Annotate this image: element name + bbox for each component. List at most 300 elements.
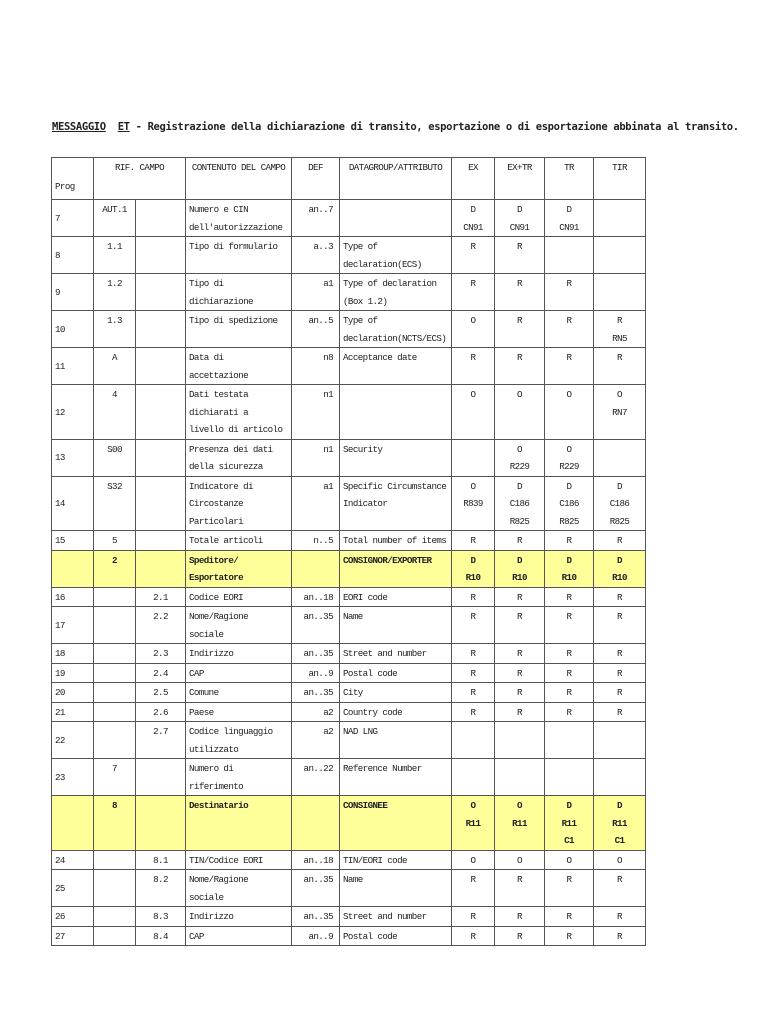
cell-contenuto bbox=[186, 385, 292, 440]
cell-contenuto bbox=[186, 311, 292, 348]
cell-ex-line: O bbox=[470, 315, 476, 326]
cell-rif-main-line bbox=[97, 684, 132, 702]
cell-datagroup-line: Security bbox=[343, 443, 383, 455]
cell-datagroup-line: Postal code bbox=[343, 667, 398, 679]
cell-ex-tr-line: R825 bbox=[509, 515, 530, 527]
cell-ex-line: R bbox=[470, 911, 476, 922]
cell-datagroup-line: Postal code bbox=[343, 930, 398, 942]
cell-contenuto-line: dichiarati a bbox=[189, 406, 248, 418]
cell-ex-tr bbox=[495, 439, 545, 476]
cell-tir-line: R bbox=[617, 911, 622, 922]
cell-tr-line: C186 bbox=[559, 498, 579, 509]
cell-ex-tr-line: R bbox=[517, 687, 522, 698]
cell-ex-tr-line: R bbox=[517, 278, 522, 289]
cell-ex-line: O bbox=[470, 854, 476, 866]
cell-prog-line: 14 bbox=[55, 498, 65, 509]
cell-ex-line: R bbox=[470, 591, 476, 603]
cell-prog-line: 9 bbox=[55, 286, 60, 298]
cell-ex bbox=[452, 759, 495, 796]
cell-rif-sub-line bbox=[139, 238, 182, 256]
cell-tir-line: R825 bbox=[609, 515, 630, 527]
cell-ex bbox=[452, 311, 495, 348]
cell-contenuto-line: Speditore/ bbox=[189, 554, 239, 566]
cell-ex-tr bbox=[495, 907, 545, 927]
table-row bbox=[52, 237, 646, 274]
header-tr: TR bbox=[545, 158, 594, 200]
cell-tir-line: D bbox=[617, 800, 622, 811]
message-table bbox=[51, 157, 646, 946]
cell-contenuto-line: della sicurezza bbox=[189, 461, 263, 472]
cell-prog-line: 18 bbox=[55, 648, 65, 659]
cell-contenuto bbox=[186, 907, 292, 927]
cell-datagroup-line: Name bbox=[343, 611, 363, 622]
cell-contenuto-line: sociale bbox=[189, 891, 224, 903]
cell-rif-sub-line: 2.1 bbox=[153, 591, 168, 603]
cell-ex bbox=[452, 531, 495, 551]
cell-def-line: an..35 bbox=[303, 911, 334, 922]
cell-ex-tr bbox=[495, 348, 545, 385]
cell-ex-tr-line: R bbox=[517, 930, 522, 942]
cell-tr bbox=[545, 607, 594, 644]
cell-datagroup bbox=[340, 531, 452, 551]
cell-ex-tr-line: D bbox=[517, 554, 522, 566]
cell-tir-line: R bbox=[617, 352, 622, 363]
cell-rif-main bbox=[94, 550, 136, 587]
cell-ex bbox=[452, 683, 495, 703]
cell-rif-sub bbox=[136, 722, 186, 759]
cell-tr-line: R10 bbox=[561, 572, 577, 583]
cell-tir-line: R bbox=[617, 611, 622, 622]
cell-def-line: an..35 bbox=[303, 874, 334, 885]
cell-def-line: an..35 bbox=[303, 687, 334, 698]
cell-ex-tr-line: R229 bbox=[509, 461, 530, 472]
cell-tr-line: D bbox=[566, 204, 572, 215]
cell-rif-main bbox=[94, 439, 136, 476]
cell-prog-line: 22 bbox=[55, 734, 65, 746]
cell-tir bbox=[594, 311, 646, 348]
cell-def bbox=[292, 683, 340, 703]
cell-ex-tr bbox=[495, 311, 545, 348]
cell-tr-line: O bbox=[566, 389, 572, 400]
table-row bbox=[52, 759, 646, 796]
table-row bbox=[52, 311, 646, 348]
cell-ex-tr-line: O bbox=[517, 800, 522, 811]
cell-tr-line: R bbox=[566, 278, 572, 289]
cell-contenuto-line: Destinatario bbox=[189, 800, 248, 811]
cell-rif-main bbox=[94, 644, 136, 664]
cell-contenuto-line: TIN/Codice EORI bbox=[189, 854, 263, 866]
cell-tr-line: CN91 bbox=[559, 221, 579, 233]
cell-def-line: an..9 bbox=[308, 930, 334, 942]
cell-tir bbox=[594, 274, 646, 311]
cell-contenuto-line: Circostanze bbox=[189, 498, 244, 509]
cell-tir bbox=[594, 702, 646, 722]
cell-prog bbox=[52, 550, 94, 587]
header-ex-tr: EX+TR bbox=[495, 158, 545, 200]
cell-ex-line: R10 bbox=[465, 572, 481, 583]
table-row bbox=[52, 722, 646, 759]
cell-prog-line: 27 bbox=[55, 930, 65, 942]
cell-tr-line: R bbox=[566, 315, 572, 326]
table-row bbox=[52, 663, 646, 683]
cell-ex bbox=[452, 237, 495, 274]
cell-ex-tr-line: R bbox=[517, 874, 522, 885]
cell-rif-main-line: 5 bbox=[112, 535, 117, 546]
cell-rif-sub bbox=[136, 850, 186, 870]
cell-tr bbox=[545, 850, 594, 870]
cell-prog-line: 25 bbox=[55, 882, 65, 894]
cell-tir-line: C1 bbox=[614, 835, 625, 846]
cell-rif-main-line bbox=[97, 723, 132, 741]
cell-datagroup-line: Type of bbox=[343, 315, 378, 326]
cell-tir-line: O bbox=[617, 854, 622, 866]
cell-rif-main bbox=[94, 796, 136, 851]
table-row bbox=[52, 385, 646, 440]
cell-def bbox=[292, 702, 340, 722]
cell-ex-tr-line bbox=[498, 723, 541, 741]
cell-rif-main-line: 1.3 bbox=[107, 315, 122, 326]
cell-ex-tr bbox=[495, 237, 545, 274]
cell-ex-line: R bbox=[470, 535, 476, 546]
cell-def-line: n1 bbox=[323, 389, 334, 400]
cell-tr-line: C1 bbox=[564, 835, 574, 846]
cell-prog bbox=[52, 439, 94, 476]
cell-def bbox=[292, 644, 340, 664]
title-code: ET bbox=[117, 121, 130, 133]
cell-ex-tr bbox=[495, 870, 545, 907]
cell-ex-tr bbox=[495, 587, 545, 607]
table-row bbox=[52, 439, 646, 476]
cell-prog bbox=[52, 722, 94, 759]
cell-contenuto-line: livello di articolo bbox=[189, 424, 283, 435]
cell-ex bbox=[452, 348, 495, 385]
cell-tr-line: D bbox=[566, 480, 572, 492]
cell-rif-sub bbox=[136, 200, 186, 237]
cell-ex-tr-line: R bbox=[517, 648, 522, 659]
cell-tr bbox=[545, 663, 594, 683]
cell-prog bbox=[52, 237, 94, 274]
cell-datagroup bbox=[340, 348, 452, 385]
cell-rif-sub-line: 2.3 bbox=[153, 648, 168, 659]
cell-datagroup bbox=[340, 870, 452, 907]
cell-prog-line bbox=[55, 815, 90, 833]
cell-def-line: a..3 bbox=[313, 241, 334, 252]
table-header-row bbox=[52, 158, 646, 200]
cell-tr bbox=[545, 348, 594, 385]
cell-datagroup bbox=[340, 237, 452, 274]
cell-tr-line: R bbox=[566, 667, 572, 679]
cell-rif-sub-line: 2.4 bbox=[153, 667, 168, 679]
cell-rif-main-line bbox=[97, 645, 132, 663]
cell-contenuto bbox=[186, 759, 292, 796]
cell-ex-tr bbox=[495, 796, 545, 851]
cell-def bbox=[292, 200, 340, 237]
cell-datagroup bbox=[340, 587, 452, 607]
cell-def bbox=[292, 796, 340, 851]
cell-ex-tr-line: D bbox=[517, 480, 522, 492]
cell-datagroup-line bbox=[343, 386, 448, 404]
cell-ex-line: R bbox=[470, 706, 476, 718]
cell-rif-sub-line: 8.3 bbox=[153, 911, 168, 922]
cell-datagroup bbox=[340, 200, 452, 237]
cell-def bbox=[292, 907, 340, 927]
cell-datagroup-line: Street and number bbox=[343, 648, 427, 659]
cell-ex-tr bbox=[495, 683, 545, 703]
cell-contenuto-line: CAP bbox=[189, 667, 204, 679]
cell-rif-main bbox=[94, 237, 136, 274]
cell-tr bbox=[545, 200, 594, 237]
cell-def-line: an..5 bbox=[308, 315, 334, 326]
cell-tir bbox=[594, 607, 646, 644]
cell-tr-line: R825 bbox=[559, 515, 579, 527]
cell-rif-sub bbox=[136, 531, 186, 551]
cell-contenuto-line: Numero e CIN bbox=[189, 204, 248, 215]
cell-ex-tr bbox=[495, 200, 545, 237]
cell-tr bbox=[545, 311, 594, 348]
cell-ex-line: R bbox=[470, 874, 476, 885]
cell-ex bbox=[452, 439, 495, 476]
cell-datagroup-line: Type of declaration bbox=[343, 278, 437, 289]
cell-rif-sub-line: 2.6 bbox=[153, 706, 168, 718]
cell-prog-line: 20 bbox=[55, 687, 65, 698]
cell-contenuto bbox=[186, 644, 292, 664]
cell-tir bbox=[594, 587, 646, 607]
cell-contenuto bbox=[186, 274, 292, 311]
cell-prog bbox=[52, 663, 94, 683]
cell-tr-line: R bbox=[566, 611, 572, 622]
cell-ex-line: CN91 bbox=[463, 221, 483, 233]
cell-tir bbox=[594, 439, 646, 476]
cell-rif-sub-line bbox=[139, 552, 182, 570]
cell-def bbox=[292, 274, 340, 311]
cell-contenuto bbox=[186, 439, 292, 476]
cell-rif-sub-line: 8.2 bbox=[153, 874, 168, 885]
cell-rif-main bbox=[94, 870, 136, 907]
cell-tir-line: R bbox=[617, 535, 622, 546]
cell-rif-sub-line bbox=[139, 441, 182, 459]
cell-rif-sub bbox=[136, 550, 186, 587]
cell-rif-sub bbox=[136, 926, 186, 946]
cell-tir-line: R bbox=[617, 874, 622, 885]
cell-rif-sub bbox=[136, 796, 186, 851]
cell-rif-sub bbox=[136, 439, 186, 476]
cell-contenuto-line: Esportatore bbox=[189, 572, 244, 583]
cell-tir-line: R bbox=[617, 315, 622, 326]
cell-tr-line: R bbox=[566, 874, 572, 885]
cell-tir bbox=[594, 531, 646, 551]
cell-ex bbox=[452, 722, 495, 759]
cell-rif-sub bbox=[136, 385, 186, 440]
cell-ex-tr-line: C186 bbox=[509, 498, 530, 509]
cell-rif-main-line: A bbox=[112, 352, 117, 363]
cell-tr-line: R bbox=[566, 687, 572, 698]
cell-tr-line bbox=[548, 723, 590, 741]
cell-tir bbox=[594, 644, 646, 664]
cell-tr-line: R bbox=[566, 706, 572, 718]
cell-rif-sub-line: 8.1 bbox=[153, 854, 168, 866]
cell-ex-line: R bbox=[470, 611, 476, 622]
cell-datagroup bbox=[340, 550, 452, 587]
cell-def-line: n8 bbox=[323, 352, 334, 363]
cell-rif-main-line bbox=[97, 928, 132, 946]
cell-def-line: an..18 bbox=[303, 854, 334, 866]
table-row bbox=[52, 796, 646, 851]
cell-tir-line: R bbox=[617, 648, 622, 659]
cell-datagroup-line: City bbox=[343, 687, 363, 698]
cell-contenuto-line: accettazione bbox=[189, 369, 248, 381]
cell-contenuto-line: dichiarazione bbox=[189, 295, 253, 307]
cell-tr-line: R bbox=[566, 591, 572, 603]
cell-datagroup bbox=[340, 607, 452, 644]
cell-prog bbox=[52, 683, 94, 703]
cell-contenuto-line: Indirizzo bbox=[189, 911, 234, 922]
header-tir: TIR bbox=[594, 158, 646, 200]
cell-rif-main-line: AUT.1 bbox=[102, 204, 127, 215]
cell-rif-sub bbox=[136, 311, 186, 348]
cell-tr bbox=[545, 385, 594, 440]
cell-contenuto-line: CAP bbox=[189, 930, 204, 942]
cell-datagroup-line bbox=[343, 201, 448, 219]
cell-ex-tr bbox=[495, 550, 545, 587]
cell-rif-sub bbox=[136, 759, 186, 796]
cell-rif-sub bbox=[136, 587, 186, 607]
cell-tir-line bbox=[597, 201, 642, 219]
cell-prog bbox=[52, 385, 94, 440]
cell-datagroup bbox=[340, 722, 452, 759]
cell-datagroup bbox=[340, 759, 452, 796]
cell-tir-line: RN5 bbox=[612, 332, 627, 344]
cell-datagroup bbox=[340, 796, 452, 851]
cell-rif-main bbox=[94, 683, 136, 703]
cell-ex-line: R bbox=[470, 352, 476, 363]
cell-tir-line bbox=[597, 238, 642, 256]
cell-tr-line: O bbox=[566, 854, 572, 866]
cell-tir bbox=[594, 200, 646, 237]
cell-ex bbox=[452, 476, 495, 531]
cell-rif-main bbox=[94, 385, 136, 440]
cell-tr-line: R bbox=[566, 648, 572, 659]
cell-ex bbox=[452, 850, 495, 870]
cell-tir-line: R bbox=[617, 930, 622, 942]
cell-ex-tr bbox=[495, 607, 545, 644]
table-row bbox=[52, 200, 646, 237]
cell-datagroup-line: Acceptance date bbox=[343, 352, 417, 363]
cell-datagroup-line: TIN/EORI code bbox=[343, 854, 407, 866]
cell-ex bbox=[452, 644, 495, 664]
cell-ex-tr bbox=[495, 702, 545, 722]
cell-tir-line: R11 bbox=[612, 817, 627, 829]
cell-contenuto-line: Paese bbox=[189, 706, 214, 718]
cell-tr-line: D bbox=[566, 800, 572, 811]
cell-rif-main-line: 1.1 bbox=[107, 241, 122, 252]
cell-ex bbox=[452, 550, 495, 587]
cell-rif-main bbox=[94, 311, 136, 348]
cell-datagroup-line: Reference Number bbox=[343, 763, 422, 774]
cell-ex-tr-line: O bbox=[517, 389, 522, 400]
cell-tir-line: C186 bbox=[609, 498, 630, 509]
cell-rif-main-line bbox=[97, 908, 132, 926]
cell-prog-line: 26 bbox=[55, 911, 65, 922]
header-ex: EX bbox=[452, 158, 495, 200]
cell-rif-main bbox=[94, 587, 136, 607]
cell-rif-sub bbox=[136, 702, 186, 722]
cell-prog bbox=[52, 702, 94, 722]
cell-ex-line: R bbox=[470, 667, 476, 679]
cell-ex-line: R839 bbox=[463, 498, 483, 509]
cell-ex bbox=[452, 926, 495, 946]
cell-rif-main bbox=[94, 200, 136, 237]
cell-ex-tr bbox=[495, 663, 545, 683]
cell-ex-tr-line: R bbox=[517, 911, 522, 922]
cell-ex-line: D bbox=[470, 554, 476, 566]
cell-ex-tr-line: D bbox=[517, 204, 522, 215]
cell-tir-line bbox=[597, 760, 642, 778]
cell-tir-line: R bbox=[617, 667, 622, 679]
cell-prog-line: 17 bbox=[55, 619, 65, 631]
cell-prog-line: 21 bbox=[55, 706, 65, 718]
cell-rif-main-line: S00 bbox=[107, 443, 122, 455]
cell-rif-main bbox=[94, 850, 136, 870]
cell-datagroup bbox=[340, 274, 452, 311]
cell-rif-sub-line bbox=[139, 797, 182, 815]
cell-prog bbox=[52, 644, 94, 664]
cell-ex bbox=[452, 200, 495, 237]
cell-rif-sub-line: 8.4 bbox=[153, 930, 168, 942]
cell-ex bbox=[452, 907, 495, 927]
cell-rif-sub-line bbox=[139, 478, 182, 496]
cell-ex-tr-line: R bbox=[517, 591, 522, 603]
cell-tr-line: R bbox=[566, 535, 572, 546]
cell-datagroup-line: Country code bbox=[343, 706, 402, 718]
table-row bbox=[52, 850, 646, 870]
cell-tr bbox=[545, 796, 594, 851]
table-row bbox=[52, 531, 646, 551]
cell-ex-tr-line: O bbox=[517, 854, 522, 866]
cell-def bbox=[292, 550, 340, 587]
header-rif-campo: RIF. CAMPO bbox=[94, 158, 186, 200]
cell-datagroup bbox=[340, 439, 452, 476]
cell-ex-tr bbox=[495, 850, 545, 870]
cell-rif-main-line: 2 bbox=[112, 554, 117, 566]
cell-tir bbox=[594, 683, 646, 703]
cell-rif-main-line bbox=[97, 608, 132, 626]
cell-ex-line bbox=[455, 441, 491, 459]
cell-ex-line bbox=[455, 760, 491, 778]
cell-def-line: an..35 bbox=[303, 648, 334, 659]
cell-prog-line: 11 bbox=[55, 360, 65, 372]
cell-rif-sub-line bbox=[139, 532, 182, 550]
cell-prog-line: 19 bbox=[55, 667, 65, 679]
cell-prog bbox=[52, 476, 94, 531]
cell-rif-main-line: 1.2 bbox=[107, 278, 122, 289]
cell-contenuto-line: Comune bbox=[189, 687, 219, 698]
cell-tr-line: R229 bbox=[559, 461, 579, 472]
cell-def bbox=[292, 385, 340, 440]
cell-ex-line: O bbox=[470, 389, 476, 400]
cell-datagroup-line: (Box 1.2) bbox=[343, 295, 388, 307]
cell-prog bbox=[52, 531, 94, 551]
cell-def bbox=[292, 237, 340, 274]
cell-tir bbox=[594, 348, 646, 385]
cell-tir bbox=[594, 722, 646, 759]
cell-def bbox=[292, 607, 340, 644]
table-row bbox=[52, 870, 646, 907]
cell-ex-line: R bbox=[470, 930, 476, 942]
cell-tir bbox=[594, 759, 646, 796]
cell-contenuto-line: Tipo di formulario bbox=[189, 241, 278, 252]
cell-prog bbox=[52, 311, 94, 348]
cell-contenuto-line: Presenza dei dati bbox=[189, 443, 273, 455]
